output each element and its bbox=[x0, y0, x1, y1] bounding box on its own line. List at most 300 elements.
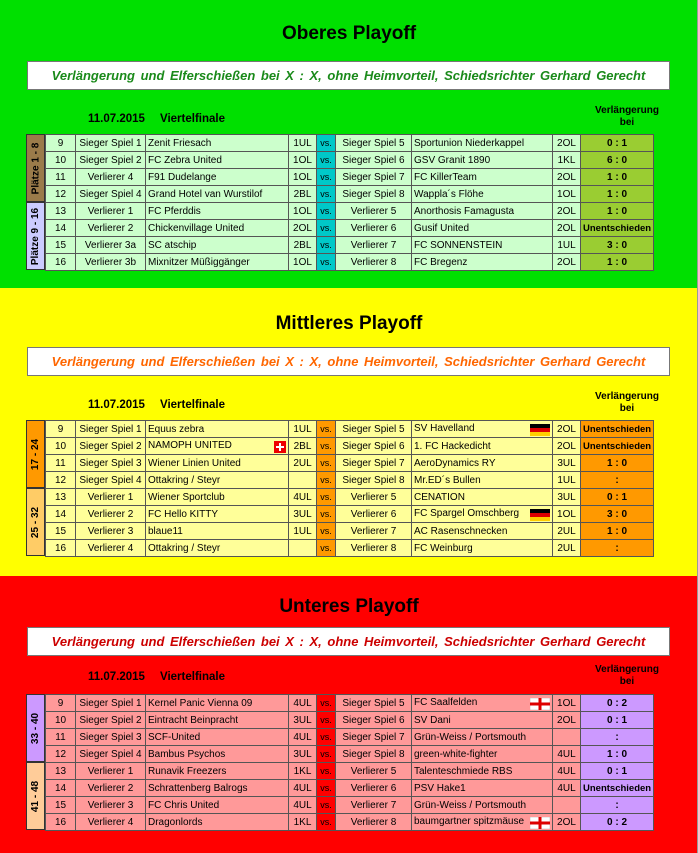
result-cell-text: 1 : 0 bbox=[607, 188, 628, 200]
away-team-text: AC Rasenschnecken bbox=[414, 525, 508, 537]
match-number bbox=[46, 523, 76, 540]
match-number-text: 11 bbox=[55, 457, 66, 469]
table-row bbox=[46, 780, 654, 797]
away-team-text: Grün-Weiss / Portsmouth bbox=[414, 799, 527, 811]
home-source bbox=[76, 254, 146, 271]
home-team bbox=[146, 237, 289, 254]
away-source bbox=[336, 695, 412, 712]
match-number bbox=[46, 797, 76, 814]
away-team-text: FC Spargel Omschberg bbox=[414, 507, 520, 519]
home-source bbox=[76, 540, 146, 557]
home-division-text: 3UL bbox=[293, 748, 312, 760]
home-team bbox=[146, 814, 289, 831]
away-source bbox=[336, 421, 412, 438]
away-team bbox=[412, 421, 553, 438]
versus-label bbox=[317, 523, 336, 540]
group-label-text: Plätze 9 - 16 bbox=[30, 207, 42, 265]
away-division-text: 2OL bbox=[557, 256, 576, 268]
versus-label-text: vs. bbox=[320, 783, 332, 793]
home-division bbox=[289, 489, 317, 506]
versus-label bbox=[317, 152, 336, 169]
match-number-text: 15 bbox=[54, 799, 67, 811]
verlaengerung-header: Verlängerung bei bbox=[595, 105, 659, 128]
home-division-text: 4UL bbox=[293, 799, 312, 811]
versus-label bbox=[317, 712, 336, 729]
versus-label-text: vs. bbox=[320, 138, 332, 148]
match-number-text: 10 bbox=[54, 714, 67, 726]
home-team bbox=[146, 169, 289, 186]
away-team bbox=[412, 523, 553, 540]
away-source bbox=[336, 186, 412, 203]
home-team bbox=[146, 135, 289, 152]
match-number bbox=[46, 489, 76, 506]
result-cell bbox=[581, 169, 654, 186]
result-cell-text: 1 : 0 bbox=[607, 525, 628, 537]
versus-label-text: vs. bbox=[320, 155, 332, 165]
home-source-text: Sieger Spiel 3 bbox=[79, 457, 142, 469]
away-division bbox=[553, 438, 581, 455]
home-division-text: 4UL bbox=[293, 491, 312, 503]
away-source-text: Sieger Spiel 6 bbox=[342, 714, 405, 726]
table-row bbox=[46, 540, 654, 557]
home-division bbox=[289, 203, 317, 220]
result-cell bbox=[581, 220, 654, 237]
away-team bbox=[412, 763, 553, 780]
home-division-text: 1UL bbox=[293, 525, 312, 537]
away-team-text: GSV Granit 1890 bbox=[414, 154, 491, 166]
match-number bbox=[46, 746, 76, 763]
home-team-text: Kernel Panic Vienna 09 bbox=[148, 697, 253, 709]
result-cell-text: 0 : 2 bbox=[607, 816, 628, 828]
home-team-text: SC atschip bbox=[148, 239, 197, 251]
match-number-text: 15 bbox=[54, 525, 67, 537]
table-row bbox=[46, 254, 654, 271]
table-row bbox=[46, 506, 654, 523]
result-cell-text: 0 : 1 bbox=[607, 714, 628, 726]
match-number-text: 13 bbox=[54, 205, 67, 217]
away-team bbox=[412, 237, 553, 254]
home-source-text: Sieger Spiel 2 bbox=[79, 714, 142, 726]
result-cell-text: 3 : 0 bbox=[607, 508, 628, 520]
home-team bbox=[146, 152, 289, 169]
result-cell-text: : bbox=[615, 799, 619, 811]
away-team bbox=[412, 472, 553, 489]
home-source bbox=[76, 169, 146, 186]
away-team-text: SV Dani bbox=[414, 714, 451, 726]
result-cell-text: Unentschieden bbox=[583, 222, 652, 234]
result-cell bbox=[581, 203, 654, 220]
home-team-text: NAMOPH UNITED bbox=[148, 439, 232, 451]
home-team-text: Eintracht Beinpracht bbox=[148, 714, 239, 726]
match-number bbox=[46, 780, 76, 797]
section-title: Oberes Playoff bbox=[281, 23, 417, 44]
home-division-text: 2BL bbox=[293, 440, 312, 452]
match-number bbox=[46, 695, 76, 712]
versus-label bbox=[317, 203, 336, 220]
away-source bbox=[336, 763, 412, 780]
group-label bbox=[26, 762, 45, 830]
versus-label bbox=[317, 237, 336, 254]
home-source-text: Sieger Spiel 1 bbox=[79, 697, 142, 709]
away-division-text: 2OL bbox=[557, 222, 576, 234]
match-number-text: 14 bbox=[54, 782, 67, 794]
fixture-table bbox=[45, 134, 654, 271]
home-division bbox=[289, 135, 317, 152]
versus-label-text: vs. bbox=[320, 715, 332, 725]
group-label bbox=[26, 488, 45, 556]
away-source-text: Verlierer 6 bbox=[350, 508, 397, 520]
home-source bbox=[76, 489, 146, 506]
home-source bbox=[76, 695, 146, 712]
home-source bbox=[76, 523, 146, 540]
away-division-text: 1OL bbox=[557, 188, 576, 200]
group-label-text: 41 - 48 bbox=[30, 780, 42, 812]
home-division-text: 2BL bbox=[293, 239, 312, 251]
match-number-text: 12 bbox=[54, 748, 67, 760]
home-source bbox=[76, 237, 146, 254]
away-team-text: Anorthosis Famagusta bbox=[414, 205, 515, 217]
away-source-text: Verlierer 5 bbox=[350, 491, 397, 503]
away-division-text: 2OL bbox=[557, 205, 576, 217]
away-division-text: 2OL bbox=[557, 137, 576, 149]
away-team-text: FC Weinburg bbox=[414, 542, 473, 554]
home-source bbox=[76, 506, 146, 523]
home-source-text: Verlierer 3b bbox=[84, 256, 137, 268]
match-number bbox=[46, 438, 76, 455]
away-division-text: 2UL bbox=[557, 525, 576, 537]
home-division bbox=[289, 797, 317, 814]
home-division-text: 1OL bbox=[293, 154, 312, 166]
home-team-text: FC Zebra United bbox=[148, 154, 222, 166]
away-source bbox=[336, 135, 412, 152]
home-team bbox=[146, 203, 289, 220]
result-cell-text: 0 : 1 bbox=[607, 491, 628, 503]
fixture-table bbox=[45, 694, 654, 831]
home-division-text: 1OL bbox=[293, 205, 312, 217]
away-division bbox=[553, 455, 581, 472]
result-cell bbox=[581, 489, 654, 506]
result-cell-text: 0 : 1 bbox=[607, 137, 628, 149]
home-division bbox=[289, 506, 317, 523]
away-division bbox=[553, 254, 581, 271]
versus-label bbox=[317, 814, 336, 831]
home-team bbox=[146, 254, 289, 271]
result-cell-text: Unentschieden bbox=[583, 782, 652, 794]
table-row bbox=[46, 746, 654, 763]
group-label-text: 25 - 32 bbox=[30, 506, 42, 538]
home-team bbox=[146, 729, 289, 746]
home-source bbox=[76, 455, 146, 472]
away-team bbox=[412, 438, 553, 455]
home-team bbox=[146, 523, 289, 540]
away-source-text: Verlierer 8 bbox=[350, 542, 397, 554]
away-team-text: Wappla´s Flöhe bbox=[414, 188, 484, 200]
result-cell bbox=[581, 780, 654, 797]
versus-label bbox=[317, 797, 336, 814]
home-team bbox=[146, 746, 289, 763]
table-row bbox=[46, 814, 654, 831]
away-team-text: PSV Hake1 bbox=[414, 782, 466, 794]
away-team bbox=[412, 169, 553, 186]
match-number-text: 13 bbox=[54, 491, 67, 503]
result-cell-text: : bbox=[615, 474, 619, 486]
home-source-text: Verlierer 1 bbox=[87, 491, 134, 503]
versus-label-text: vs. bbox=[320, 526, 332, 536]
round-label: Viertelfinale bbox=[160, 671, 225, 683]
home-team-text: FC Chris United bbox=[148, 799, 220, 811]
match-number-text: 12 bbox=[54, 474, 67, 486]
versus-label-text: vs. bbox=[320, 475, 332, 485]
verlaengerung-header: Verlängerung bei bbox=[595, 391, 659, 414]
result-cell bbox=[581, 438, 654, 455]
result-cell bbox=[581, 186, 654, 203]
versus-label bbox=[317, 506, 336, 523]
versus-label bbox=[317, 254, 336, 271]
home-team-text: FC Hello KITTY bbox=[148, 508, 219, 520]
away-source-text: Sieger Spiel 7 bbox=[342, 171, 405, 183]
table-row bbox=[46, 135, 654, 152]
home-division bbox=[289, 237, 317, 254]
result-cell-text: Unentschieden bbox=[583, 440, 652, 452]
home-source-text: Sieger Spiel 1 bbox=[79, 137, 142, 149]
away-source bbox=[336, 506, 412, 523]
versus-label-text: vs. bbox=[320, 492, 332, 502]
home-team-text: Wiener Linien United bbox=[148, 457, 241, 469]
match-number-text: 10 bbox=[54, 154, 67, 166]
away-division-text: 3UL bbox=[557, 457, 576, 469]
home-team-text: Grand Hotel van Wurstilof bbox=[148, 188, 263, 200]
match-number bbox=[46, 455, 76, 472]
away-source-text: Sieger Spiel 6 bbox=[342, 154, 405, 166]
match-number-text: 16 bbox=[54, 816, 67, 828]
away-division bbox=[553, 763, 581, 780]
away-source-text: Sieger Spiel 5 bbox=[342, 137, 405, 149]
home-source bbox=[76, 814, 146, 831]
versus-label-text: vs. bbox=[320, 766, 332, 776]
away-division-text: 2OL bbox=[557, 171, 576, 183]
home-division-text: 2UL bbox=[293, 457, 312, 469]
away-division bbox=[553, 523, 581, 540]
match-number-text: 11 bbox=[55, 731, 66, 743]
versus-label bbox=[317, 220, 336, 237]
home-division-text: 2BL bbox=[293, 188, 312, 200]
away-source bbox=[336, 220, 412, 237]
home-team-text: blaue11 bbox=[148, 525, 183, 537]
home-source bbox=[76, 780, 146, 797]
result-cell bbox=[581, 237, 654, 254]
home-division bbox=[289, 152, 317, 169]
match-number-text: 16 bbox=[54, 542, 67, 554]
home-team bbox=[146, 540, 289, 557]
versus-label bbox=[317, 135, 336, 152]
result-cell-text: 3 : 0 bbox=[607, 239, 628, 251]
home-team-text: Schrattenberg Balrogs bbox=[148, 782, 248, 794]
home-team bbox=[146, 780, 289, 797]
home-source bbox=[76, 438, 146, 455]
away-source-text: Verlierer 6 bbox=[350, 782, 397, 794]
away-source bbox=[336, 152, 412, 169]
home-source-text: Sieger Spiel 4 bbox=[79, 748, 142, 760]
versus-label-text: vs. bbox=[320, 206, 332, 216]
away-division-text: 2OL bbox=[557, 714, 576, 726]
result-cell bbox=[581, 746, 654, 763]
home-division-text: 1OL bbox=[293, 171, 312, 183]
home-team-text: Ottakring / Steyr bbox=[148, 542, 221, 554]
versus-label-text: vs. bbox=[320, 424, 332, 434]
away-source-text: Sieger Spiel 6 bbox=[342, 440, 405, 452]
away-division-text: 1KL bbox=[557, 154, 576, 166]
home-division-text: 1UL bbox=[293, 423, 312, 435]
away-source bbox=[336, 540, 412, 557]
away-division bbox=[553, 712, 581, 729]
result-cell-text: 0 : 1 bbox=[607, 765, 628, 777]
result-cell-text: 1 : 0 bbox=[607, 748, 628, 760]
away-team bbox=[412, 506, 553, 523]
group-label bbox=[26, 134, 45, 202]
away-team-text: Sportunion Niederkappel bbox=[414, 137, 525, 149]
home-team-text: Dragonlords bbox=[148, 816, 203, 828]
away-division bbox=[553, 729, 581, 746]
away-team bbox=[412, 220, 553, 237]
away-division bbox=[553, 540, 581, 557]
away-team-text: Grün-Weiss / Portsmouth bbox=[414, 731, 527, 743]
home-team bbox=[146, 438, 289, 455]
table-row bbox=[46, 186, 654, 203]
group-label-text: 33 - 40 bbox=[30, 712, 42, 744]
away-team bbox=[412, 746, 553, 763]
rules-banner: Verlängerung und Elferschießen bei X : X, ohne Heimvorteil, Schiedsrichter Gerhard Gerecht bbox=[27, 347, 670, 376]
match-number bbox=[46, 237, 76, 254]
home-team-text: Bambus Psychos bbox=[148, 748, 226, 760]
away-division bbox=[553, 746, 581, 763]
home-division bbox=[289, 523, 317, 540]
table-row bbox=[46, 203, 654, 220]
home-source-text: Verlierer 2 bbox=[87, 782, 134, 794]
home-team bbox=[146, 421, 289, 438]
match-number-text: 13 bbox=[54, 765, 67, 777]
versus-label-text: vs. bbox=[320, 732, 332, 742]
home-source-text: Verlierer 2 bbox=[87, 222, 134, 234]
home-source-text: Sieger Spiel 3 bbox=[79, 731, 142, 743]
home-division-text: 1KL bbox=[293, 765, 312, 777]
home-division bbox=[289, 438, 317, 455]
table-row bbox=[46, 489, 654, 506]
home-division bbox=[289, 421, 317, 438]
away-source-text: Sieger Spiel 5 bbox=[342, 697, 405, 709]
home-source bbox=[76, 763, 146, 780]
table-row bbox=[46, 421, 654, 438]
away-source-text: Sieger Spiel 8 bbox=[342, 748, 405, 760]
away-source bbox=[336, 237, 412, 254]
match-number bbox=[46, 169, 76, 186]
home-division-text: 3UL bbox=[293, 508, 312, 520]
result-cell bbox=[581, 540, 654, 557]
away-source-text: Sieger Spiel 7 bbox=[342, 731, 405, 743]
home-division bbox=[289, 763, 317, 780]
home-team-text: Zenit Friesach bbox=[148, 137, 212, 149]
home-division bbox=[289, 472, 317, 489]
away-source-text: Verlierer 8 bbox=[350, 256, 397, 268]
result-cell bbox=[581, 421, 654, 438]
away-team-text: FC SONNENSTEIN bbox=[414, 239, 503, 251]
flag-icon bbox=[530, 509, 550, 521]
home-team bbox=[146, 506, 289, 523]
table-row bbox=[46, 455, 654, 472]
away-division bbox=[553, 152, 581, 169]
away-team-text: green-white-fighter bbox=[414, 748, 498, 760]
result-cell-text: 1 : 0 bbox=[607, 205, 628, 217]
away-source bbox=[336, 438, 412, 455]
away-team bbox=[412, 254, 553, 271]
match-number-text: 14 bbox=[54, 222, 67, 234]
away-source bbox=[336, 797, 412, 814]
table-row bbox=[46, 472, 654, 489]
versus-label-text: vs. bbox=[320, 509, 332, 519]
away-source bbox=[336, 780, 412, 797]
match-number bbox=[46, 729, 76, 746]
home-source bbox=[76, 220, 146, 237]
away-division bbox=[553, 203, 581, 220]
match-number-text: 11 bbox=[55, 171, 66, 183]
home-source-text: Verlierer 3 bbox=[87, 525, 134, 537]
home-division-text: 1KL bbox=[293, 816, 312, 828]
home-team-text: F91 Dudelange bbox=[148, 171, 217, 183]
away-division bbox=[553, 135, 581, 152]
match-number bbox=[46, 540, 76, 557]
table-row bbox=[46, 523, 654, 540]
away-source bbox=[336, 203, 412, 220]
away-division-text: 2OL bbox=[557, 423, 576, 435]
home-source-text: Verlierer 2 bbox=[87, 508, 134, 520]
away-team bbox=[412, 203, 553, 220]
away-team-text: Gusif United bbox=[414, 222, 470, 234]
versus-label bbox=[317, 169, 336, 186]
away-division bbox=[553, 780, 581, 797]
versus-label bbox=[317, 540, 336, 557]
home-division-text: 2OL bbox=[293, 222, 312, 234]
away-team-text: CENATION bbox=[414, 491, 465, 503]
home-division bbox=[289, 254, 317, 271]
away-division bbox=[553, 220, 581, 237]
home-source-text: Sieger Spiel 4 bbox=[79, 474, 142, 486]
match-date: 11.07.2015 bbox=[88, 399, 145, 411]
home-division bbox=[289, 540, 317, 557]
result-cell bbox=[581, 506, 654, 523]
versus-label-text: vs. bbox=[320, 817, 332, 827]
away-division-text: 2OL bbox=[557, 440, 576, 452]
home-division-text: 3UL bbox=[293, 714, 312, 726]
versus-label-text: vs. bbox=[320, 223, 332, 233]
match-date: 11.07.2015 bbox=[88, 671, 145, 683]
flag-icon bbox=[530, 817, 550, 829]
home-team-text: SCF-United bbox=[148, 731, 201, 743]
away-team-text: 1. FC Hackedicht bbox=[414, 440, 491, 452]
away-source-text: Verlierer 8 bbox=[350, 816, 397, 828]
result-cell bbox=[581, 814, 654, 831]
result-cell bbox=[581, 472, 654, 489]
home-source-text: Sieger Spiel 2 bbox=[79, 154, 142, 166]
away-team-text: FC Bregenz bbox=[414, 256, 468, 268]
result-cell-text: 0 : 2 bbox=[607, 697, 628, 709]
home-division bbox=[289, 695, 317, 712]
result-cell bbox=[581, 135, 654, 152]
away-source bbox=[336, 472, 412, 489]
away-team-text: SV Havelland bbox=[414, 422, 475, 434]
group-label bbox=[26, 202, 45, 270]
away-source-text: Verlierer 5 bbox=[350, 765, 397, 777]
away-team bbox=[412, 797, 553, 814]
versus-label bbox=[317, 763, 336, 780]
